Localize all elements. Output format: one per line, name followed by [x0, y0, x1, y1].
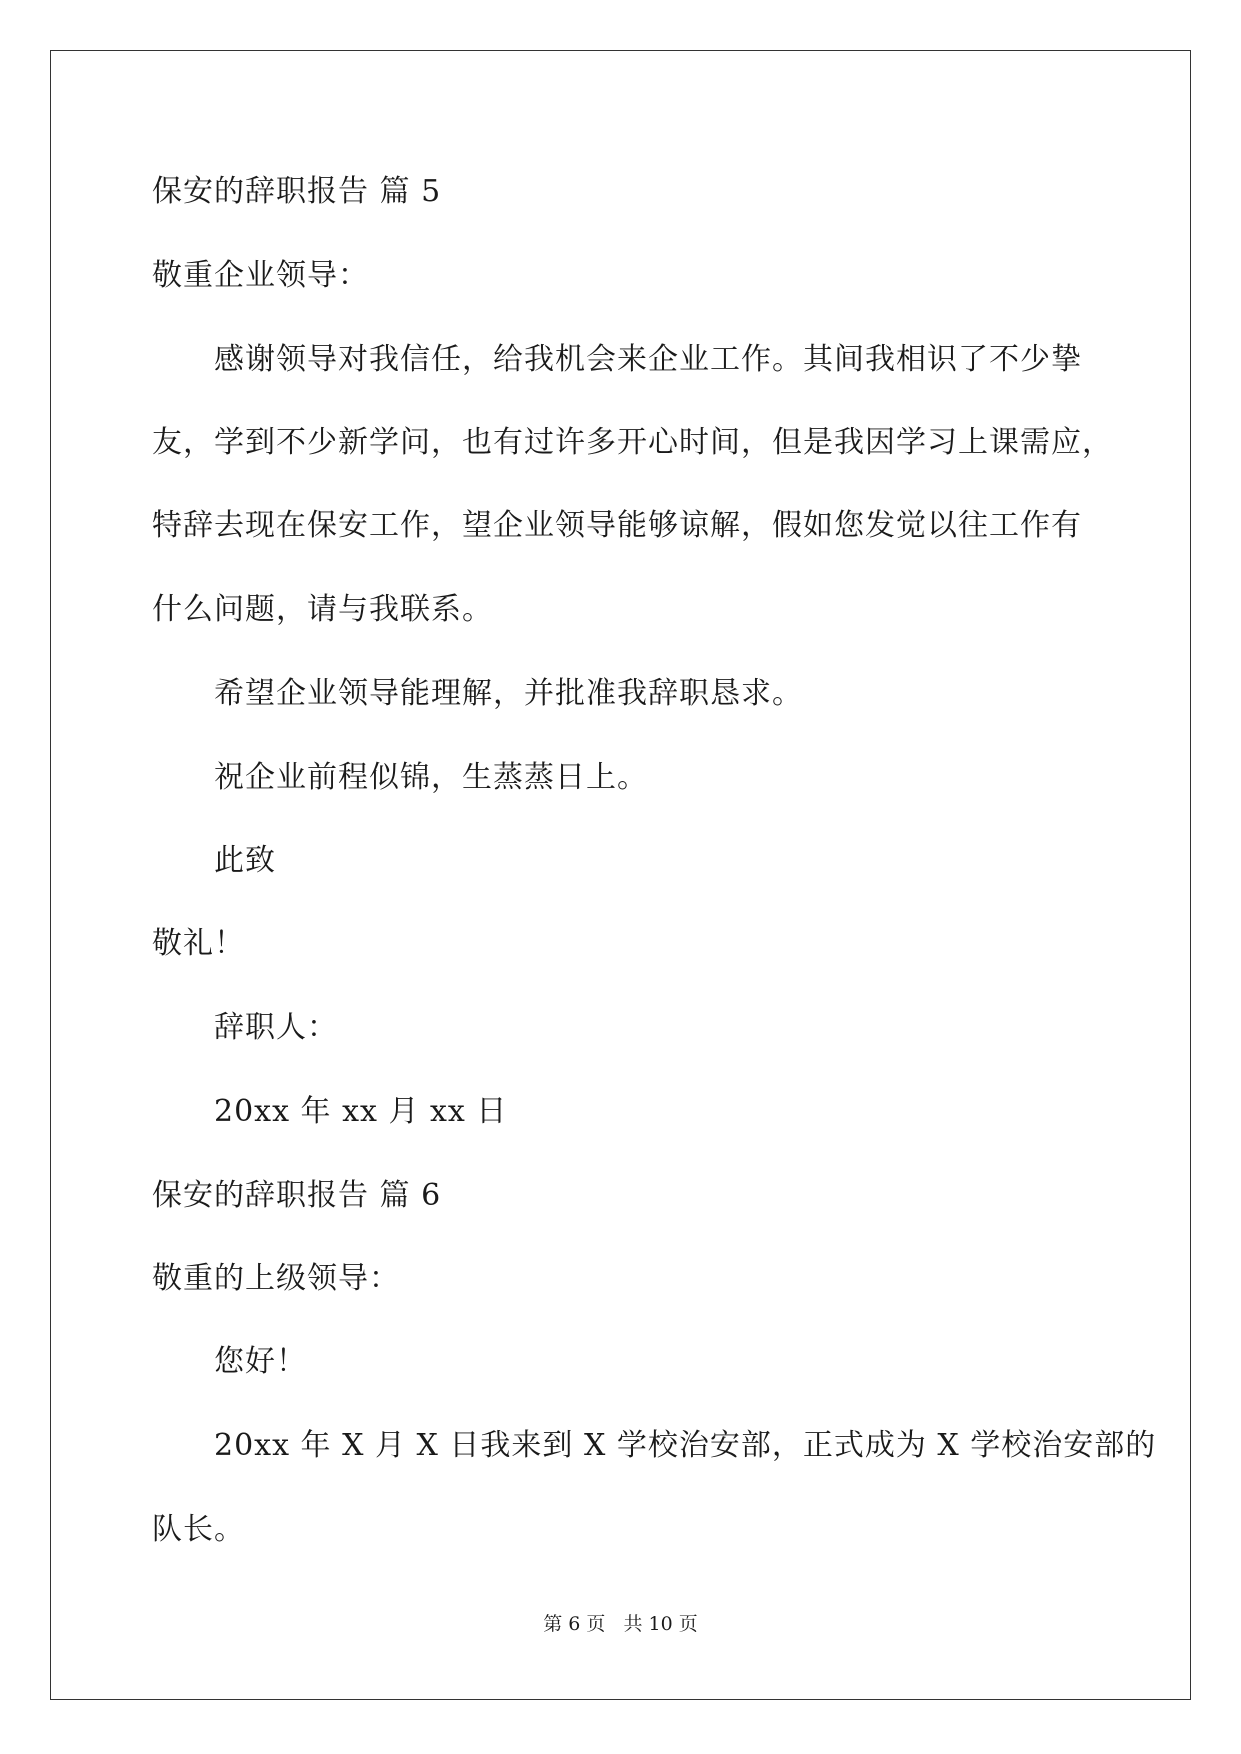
section-heading-5: 保安的辞职报告 篇 5 — [152, 174, 442, 209]
body-text-line: 友，学到不少新学问，也有过许多开心时间，但是我因学习上课需应， — [152, 425, 1113, 460]
body-text-line: 特辞去现在保安工作，望企业领导能够谅解，假如您发觉以往工作有 — [152, 508, 1082, 543]
date-text: 20xx 年 xx 月 xx 日 — [214, 1094, 508, 1129]
section-heading-6: 保安的辞职报告 篇 6 — [152, 1178, 442, 1213]
greeting: 您好！ — [214, 1344, 307, 1379]
signature-label: 辞职人： — [214, 1010, 338, 1045]
body-text-line: 祝企业前程似锦，生蒸蒸日上。 — [214, 760, 648, 795]
salutation: 敬重的上级领导： — [152, 1261, 400, 1296]
body-text-line: 20xx 年 X 月 X 日我来到 X 学校治安部，正式成为 X 学校治安部的 — [214, 1428, 1157, 1463]
closing-text: 此致 — [214, 843, 276, 878]
salutation: 敬重企业领导： — [152, 258, 369, 293]
page-number-current: 第 6 页 — [543, 1613, 606, 1635]
closing-text: 敬礼！ — [152, 926, 245, 961]
page-number-total: 共 10 页 — [623, 1613, 698, 1635]
body-text-line: 队长。 — [152, 1512, 245, 1547]
body-text-line: 感谢领导对我信任，给我机会来企业工作。其间我相识了不少挚 — [214, 342, 1082, 377]
body-text-line: 什么问题，请与我联系。 — [152, 592, 493, 627]
body-text-line: 希望企业领导能理解，并批准我辞职恳求。 — [214, 676, 803, 711]
page-footer — [0, 1612, 1241, 1636]
